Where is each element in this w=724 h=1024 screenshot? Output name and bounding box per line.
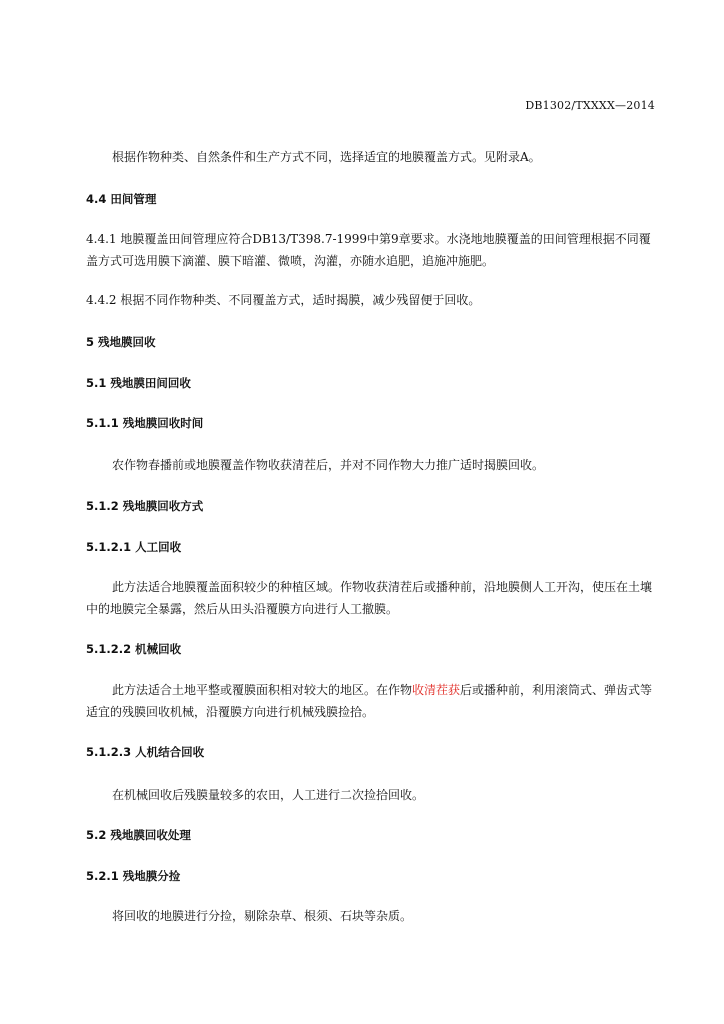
heading-5-1-2-2: 5.1.2.2 机械回收 [86, 642, 182, 656]
heading-5-1-2: 5.1.2 残地膜回收方式 [86, 499, 204, 513]
paragraph-5-1-2-2 [86, 679, 656, 723]
paragraph-5-2-1: 将回收的地膜进行分捡，剔除杂草、根须、石块等杂质。 [112, 909, 413, 923]
heading-5-1-2-3: 5.1.2.3 人机结合回收 [86, 745, 205, 759]
paragraph-5-1-2-2-text-a: 此方法适合土地平整或覆膜面积相对较大的地区。在作物 [112, 683, 413, 697]
heading-5-2-1: 5.2.1 残地膜分捡 [86, 869, 181, 883]
paragraph-5-1-2-3: 在机械回收后残膜量较多的农田，人工进行二次捡拾回收。 [112, 788, 425, 802]
heading-5-1-1: 5.1.1 残地膜回收时间 [86, 416, 204, 430]
heading-4-4: 4.4 田间管理 [86, 192, 157, 206]
highlighted-text: 收清茬获 [412, 683, 461, 697]
doc-number: DB1302/TXXXX—2014 [525, 99, 655, 112]
paragraph-4-4-1: 4.4.1 地膜覆盖田间管理应符合DB13/T398.7-1999中第9章要求。水浇地地膜覆盖的田间管理根据不同覆盖方式可选用膜下滴灌、膜下暗灌、微喷，沟灌，亦随水追肥，追施冲施肥。 [86, 232, 651, 268]
heading-5-1: 5.1 残地膜田间回收 [86, 376, 191, 390]
heading-5: 5 残地膜回收 [86, 335, 156, 349]
paragraph-intro: 根据作物种类、自然条件和生产方式不同，选择适宜的地膜覆盖方式。见附录A。 [112, 150, 541, 164]
heading-5-1-2-1: 5.1.2.1 人工回收 [86, 540, 182, 554]
paragraph-5-1-1: 农作物春播前或地膜覆盖作物收获清茬后，并对不同作物大力推广适时揭膜回收。 [112, 458, 545, 472]
paragraph-4-4-2: 4.4.2 根据不同作物种类、不同覆盖方式，适时揭膜，减少残留便于回收。 [86, 293, 481, 307]
heading-5-2: 5.2 残地膜回收处理 [86, 828, 191, 842]
paragraph-5-1-2-2-text-b: 后或播种前，利用滚筒式、弹齿式等适宜的残膜回收机械，沿覆膜方向进行机械残膜捡拾。 [86, 683, 653, 719]
paragraph-5-1-2-1: 此方法适合地膜覆盖面积较少的种植区域。作物收获清茬后或播种前，沿地膜侧人工开沟，使压在土壤中的地膜完全暴露，然后从田头沿覆膜方向进行人工撤膜。 [86, 580, 653, 616]
